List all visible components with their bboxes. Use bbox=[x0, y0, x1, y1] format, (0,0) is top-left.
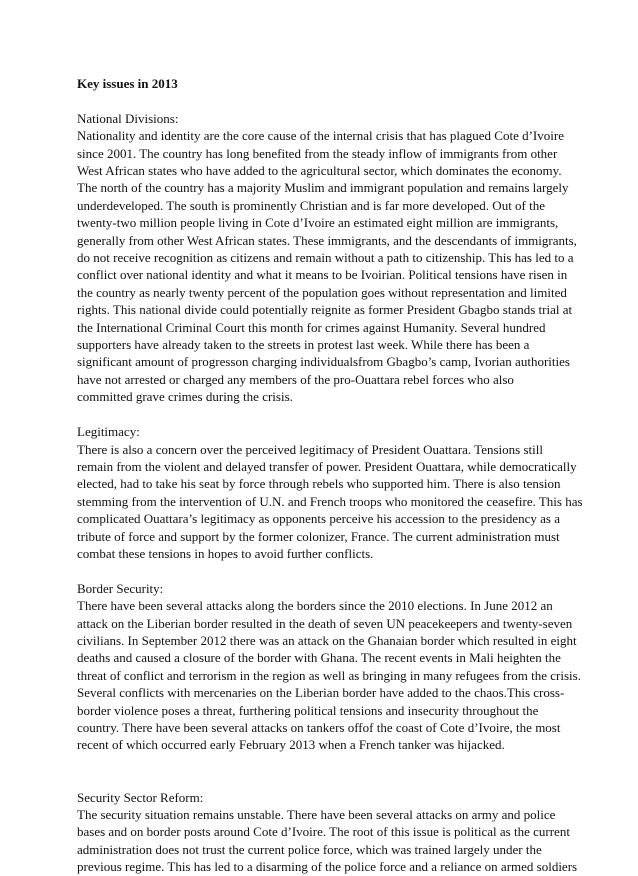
text-line: since 2001. The country has long benefited from the steady inflow of immigrants from other bbox=[77, 145, 558, 161]
text-line: have not arrested or charged any members of the pro-Ouattara rebel forces who also bbox=[77, 371, 514, 387]
text-line: threat of conflict and terrorism in the region as well as bringing in many refugees from the crisis. bbox=[77, 667, 581, 683]
section-security-sector-reform bbox=[77, 789, 578, 876]
section-heading: National Divisions: bbox=[77, 110, 179, 126]
text-line: generally from other West African states. These immigrants, and the descendants of immigrants, bbox=[77, 232, 577, 248]
text-line: elected, had to take his seat by force through rebels who supported him. There is also tension bbox=[77, 476, 561, 492]
section-heading: Border Security: bbox=[77, 580, 164, 596]
text-line: the country as nearly twenty percent of the population goes without representation and limited bbox=[77, 284, 567, 300]
spacer bbox=[77, 406, 567, 423]
text-line: complicated Ouattara’s legitimacy as opponents perceive his accession to the presidency as a bbox=[77, 511, 560, 527]
text-line: twenty-two million people living in Cote d’Ivoire an estimated eight million are immigrants, bbox=[77, 215, 559, 231]
text-line: There have been several attacks along the borders since the 2010 elections. In June 2012 an bbox=[77, 598, 553, 614]
text-line: stemming from the intervention of U.N. and French troops who monitored the ceasefire. This has bbox=[77, 493, 583, 509]
section-body bbox=[77, 127, 577, 406]
text-line: recent of which occurred early February 2013 when a French tanker was hijacked. bbox=[77, 737, 505, 753]
document-page bbox=[77, 75, 583, 876]
text-line: The north of the country has a majority Muslim and immigrant population and remains largely bbox=[77, 180, 569, 196]
text-line: combat these tensions in hopes to avoid further conflicts. bbox=[77, 545, 374, 561]
spacer bbox=[77, 92, 567, 109]
section-heading: Security Sector Reform: bbox=[77, 789, 204, 805]
text-line: committed grave crimes during the crisis. bbox=[77, 389, 293, 405]
text-line: country. There have been several attacks on tankers offof the coast of Cote d’Ivoire, the most bbox=[77, 719, 561, 735]
text-line: There is also a concern over the perceived legitimacy of President Ouattara. Tensions still bbox=[77, 441, 543, 457]
text-line: Several conflicts with mercenaries on the Liberian border have added to the chaos.This cross- bbox=[77, 685, 565, 701]
text-line: conflict over national identity and what it means to be Ivoirian. Political tensions have risen in bbox=[77, 267, 568, 283]
text-line: bases and on border posts around Cote d’Ivoire. The root of this issue is political as the current bbox=[77, 824, 570, 840]
section-legitimacy bbox=[77, 423, 583, 562]
text-line: Nationality and identity are the core cause of the internal crisis that has plagued Cote d’Ivoire bbox=[77, 128, 564, 144]
text-line: tribute of force and support by the former colonizer, France. The current administration must bbox=[77, 528, 560, 544]
text-line: supporters have already taken to the streets in protest last week. While there has been a bbox=[77, 337, 530, 353]
section-heading: Legitimacy: bbox=[77, 424, 140, 440]
section-body bbox=[77, 441, 583, 563]
text-line: remain from the violent and delayed transfer of power. President Ouattara, while democratically bbox=[77, 458, 577, 474]
text-line: The security situation remains unstable. There have been several attacks on army and police bbox=[77, 807, 556, 822]
text-line: previous regime. This has led to a disarming of the police force and a reliance on armed soldiers bbox=[77, 859, 578, 875]
section-body bbox=[77, 597, 581, 754]
text-line: administration does not trust the current police force, which was trained largely under the bbox=[77, 841, 542, 857]
spacer bbox=[77, 562, 567, 579]
section-border-security bbox=[77, 580, 581, 754]
text-line: rights. This national divide could potentially reignite as former President Gbagbo stands trial at bbox=[77, 302, 573, 318]
document-title: Key issues in 2013 bbox=[77, 76, 178, 91]
section-body bbox=[77, 806, 578, 876]
text-line: deaths and caused a closure of the border with Ghana. The recent events in Mali heighten the bbox=[77, 650, 561, 666]
section-national-divisions bbox=[77, 110, 577, 406]
text-line: attack on the Liberian border resulted in the death of seven UN peacekeepers and twenty-seven bbox=[77, 615, 573, 631]
text-line: significant amount of progresson charging individualsfrom Gbagbo’s camp, Ivorian authorities bbox=[77, 354, 570, 370]
text-line: border violence poses a threat, furthering political tensions and insecurity throughout the bbox=[77, 702, 539, 718]
text-line: do not receive recognition as citizens and remain without a path to citizenship. This has led to a bbox=[77, 250, 574, 266]
text-line: civilians. In September 2012 there was an attack on the Ghanaian border which resulted in eight bbox=[77, 632, 577, 648]
text-line: the International Criminal Court this month for crimes against Humanity. Several hundred bbox=[77, 319, 546, 335]
spacer bbox=[77, 754, 567, 789]
text-line: West African states who have added to the agricultural sector, which dominates the economy. bbox=[77, 163, 562, 179]
text-line: underdeveloped. The south is prominently Christian and is far more developed. Out of the bbox=[77, 197, 546, 213]
